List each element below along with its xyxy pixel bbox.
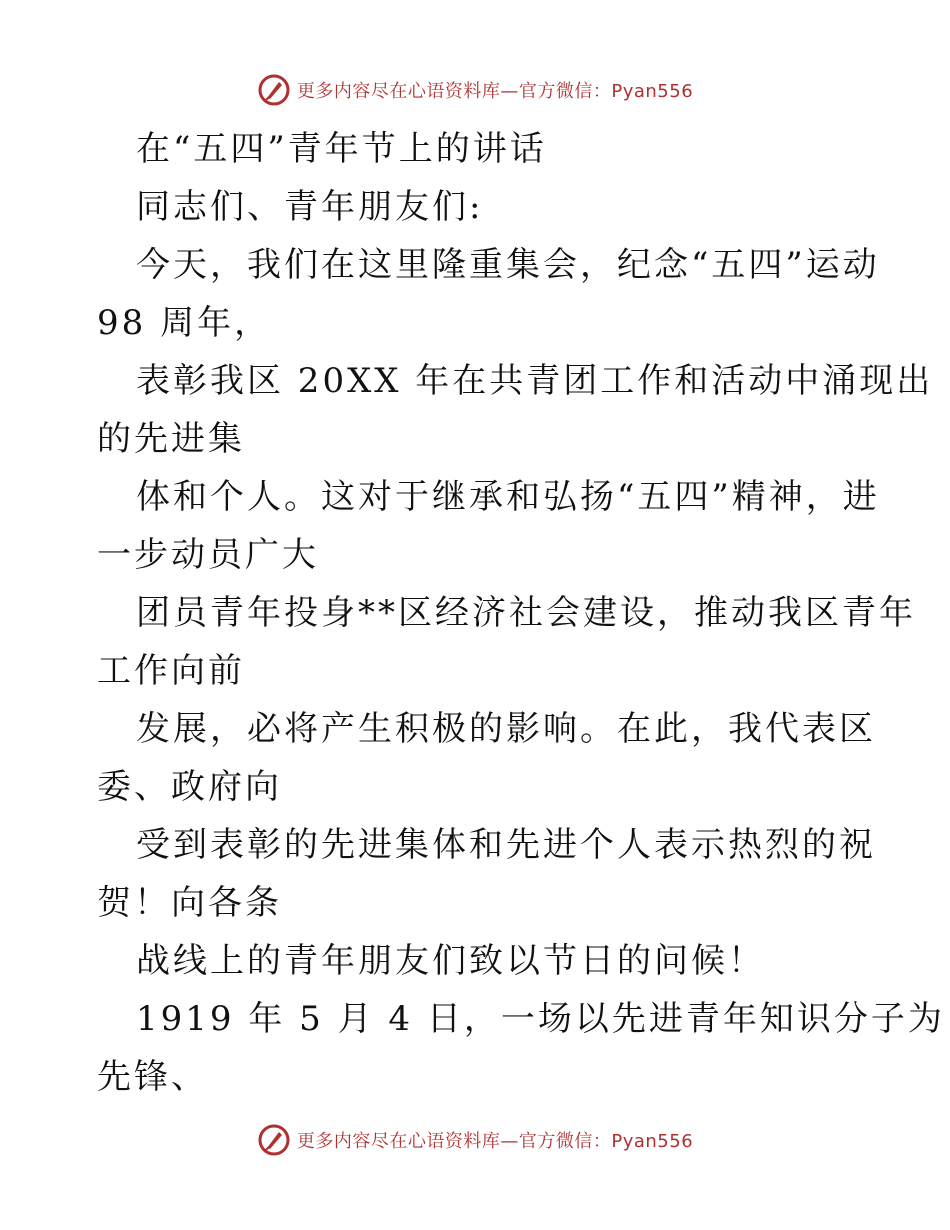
line-continuation: 委、政府向: [97, 767, 282, 807]
line-text: 在“五四”青年节上的讲话: [136, 129, 547, 169]
line-continuation: 工作向前: [97, 651, 245, 691]
line-continuation: 一步动员广大: [97, 535, 319, 575]
line-text: 战线上的青年朋友们致以节日的问候！: [136, 941, 765, 981]
paragraph-line: [97, 236, 880, 352]
watermark-text: 更多内容尽在心语资料库—官方微信：Pyan556: [296, 81, 694, 102]
line-text: 体和个人。这对于继承和弘扬“五四”精神，进: [136, 477, 880, 517]
line-text: 同志们、青年朋友们:: [136, 187, 484, 227]
document-body: [97, 120, 945, 1106]
feather-seal-icon: [257, 73, 291, 107]
line-continuation: 98 周年，: [97, 303, 272, 343]
line-text: 今天，我们在这里隆重集会，纪念“五四”运动: [136, 245, 880, 285]
line-text: 受到表彰的先进集体和先进个人表示热烈的祝: [136, 825, 876, 865]
line-continuation: 贺！向各条: [97, 883, 282, 923]
watermark-footer: [0, 1120, 950, 1160]
paragraph-line: [97, 352, 934, 468]
feather-seal-icon: [257, 1123, 291, 1157]
line-text: 表彰我区 20XX 年在共青团工作和活动中涌现出: [136, 361, 934, 401]
paragraph-line: [97, 584, 916, 700]
paragraph-line: [97, 816, 876, 932]
line-text: 1919 年 5 月 4 日，一场以先进青年知识分子为: [136, 999, 945, 1039]
watermark-text: 更多内容尽在心语资料库—官方微信：Pyan556: [296, 1131, 694, 1152]
paragraph-line: [97, 990, 945, 1106]
line-continuation: 的先进集: [97, 419, 245, 459]
document-title: [97, 120, 857, 178]
paragraph-line: [97, 700, 876, 816]
line-text: 发展，必将产生积极的影响。在此，我代表区: [136, 709, 876, 749]
paragraph-line: [97, 932, 857, 990]
line-text: 团员青年投身**区经济社会建设，推动我区青年: [136, 593, 916, 633]
paragraph-line: [97, 468, 880, 584]
line-continuation: 先锋、: [97, 1057, 208, 1097]
salutation: [97, 178, 857, 236]
watermark-header: [0, 70, 950, 110]
